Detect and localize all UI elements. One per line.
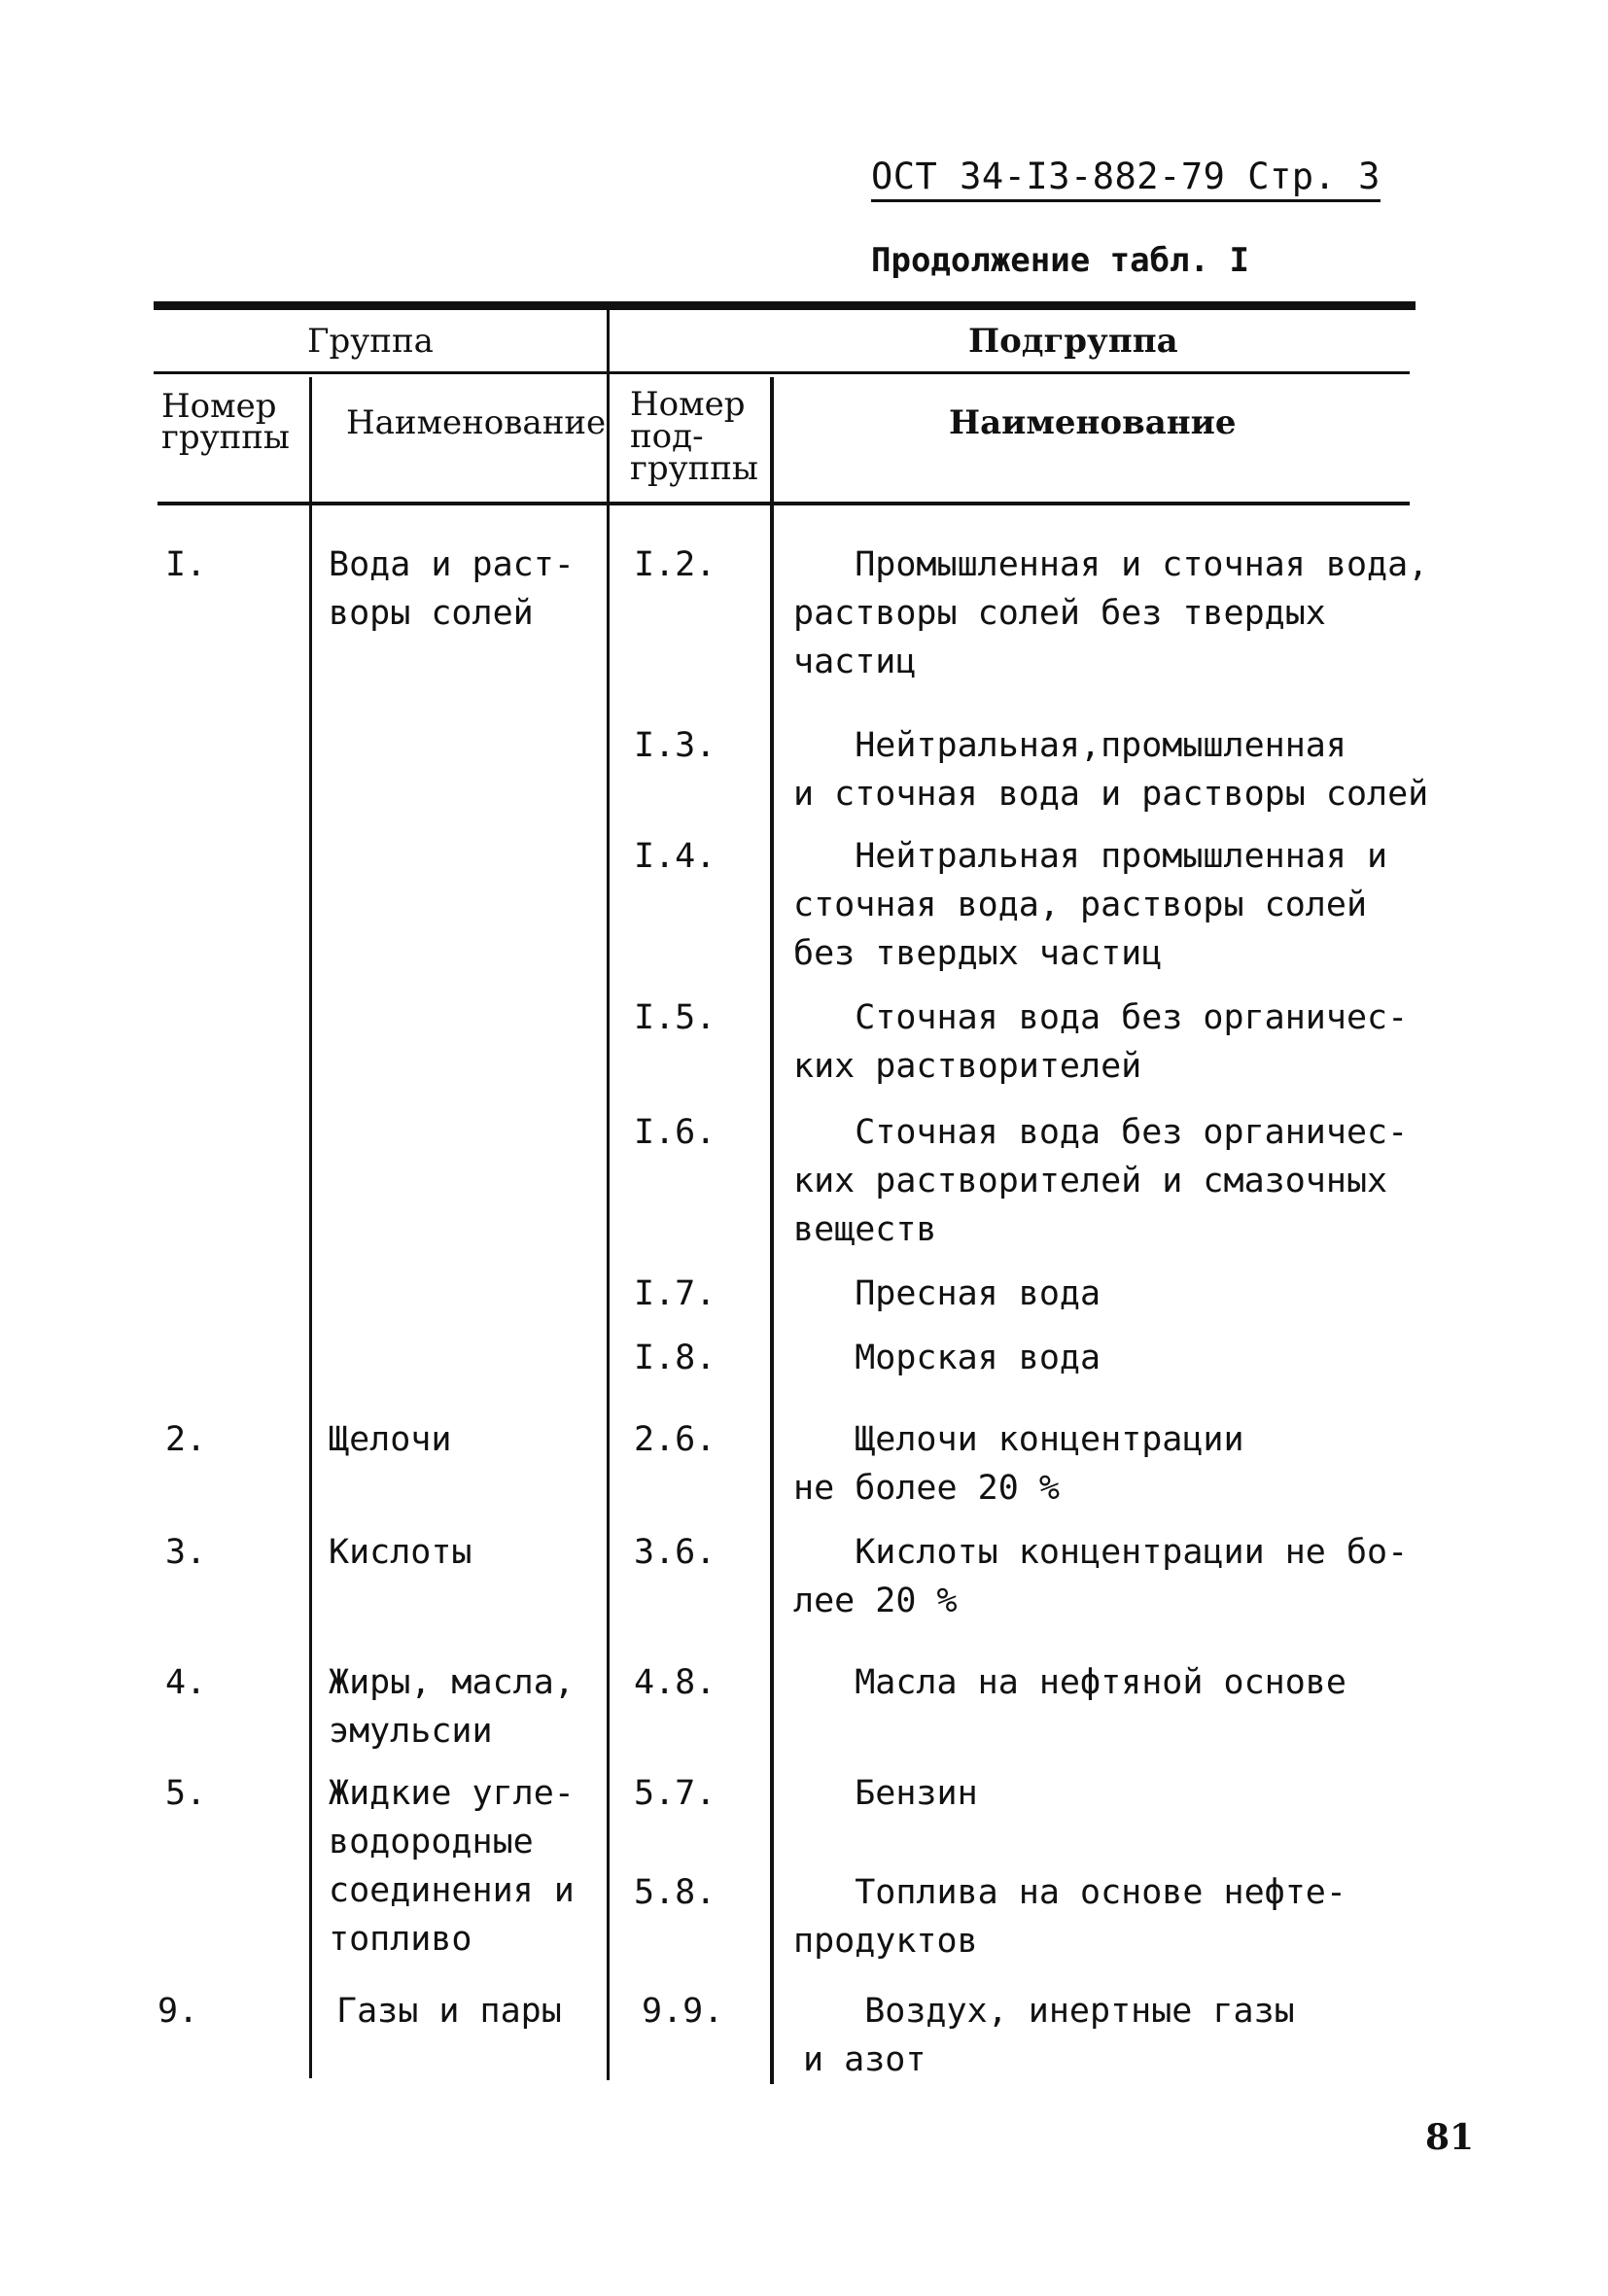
subgroup-name: Бензин [793,1774,978,1813]
subgroup-number: 3.6. [634,1533,717,1572]
subgroup-name: Промышленная и сточная вода, растворы солей без твердых частиц [793,545,1429,681]
group-name: Жидкие угле- водородные соединения и топливо [329,1774,575,1959]
subgroup-number: I.5. [634,998,717,1037]
column-line-3 [770,377,774,2084]
group-name: Вода и раст- воры солей [329,545,575,633]
subgroup-name: Воздух, инертные газы и азот [803,1992,1295,2079]
subgroup-number: I.3. [634,726,717,765]
subgroup-name: Сточная вода без органичес- ких растворителей и смазочных веществ [793,1113,1409,1249]
subgroup-number: I.6. [634,1113,717,1152]
group-number: 5. [165,1774,207,1813]
subgroup-number: I.2. [634,545,717,584]
table-top-rule [154,301,1416,310]
table-continuation-label: Продолжение табл. I [871,241,1249,280]
subgroup-name: Нейтральная,промышленная и сточная вода и растворы солей [793,726,1429,814]
group-number: I. [165,545,207,584]
col-subgroup-name: Наименование [949,403,1237,442]
column-line-2 [607,309,610,2080]
subgroup-number: 4.8. [634,1663,717,1702]
subgroup-name: Топлива на основе нефте- продуктов [793,1873,1346,1961]
subgroup-number: 9.9. [642,1992,724,2031]
header-bottom-rule [157,502,1410,505]
subgroup-name: Пресная вода [793,1274,1101,1313]
document-reference [871,156,1381,197]
document-reference-text: ОСТ 34-I3-882-79 Стр. 3 [871,156,1381,202]
subgroup-number: 5.7. [634,1774,717,1813]
column-line-1 [309,377,312,2078]
subgroup-number: 5.8. [634,1873,717,1912]
subgroup-header: Подгруппа [968,322,1178,361]
group-header: Группа [307,322,434,361]
subgroup-number: 2.6. [634,1420,717,1459]
group-number: 4. [165,1663,207,1702]
subgroup-name: Нейтральная промышленная и сточная вода, растворы солей без твердых частиц [793,837,1388,973]
group-name: Газы и пары [336,1992,562,2031]
group-number: 9. [157,1992,199,2031]
group-name: Жиры, масла, эмульсии [329,1663,575,1751]
col-subgroup-number: Номер под- группы [630,385,758,488]
subgroup-number: I.7. [634,1274,717,1313]
col-group-name: Наименование [346,403,607,442]
group-number: 3. [165,1533,207,1572]
col-group-number: Номер группы [161,387,290,457]
group-name: Щелочи [329,1420,452,1459]
subgroup-number: I.8. [634,1339,717,1377]
page-number: 81 [1425,2117,1475,2158]
subgroup-name: Щелочи концентрации не более 20 % [793,1420,1244,1508]
subgroup-name: Сточная вода без органичес- ких растворителей [793,998,1409,1086]
group-number: 2. [165,1420,207,1459]
group-name: Кислоты [329,1533,472,1572]
subgroup-name: Масла на нефтяной основе [793,1663,1346,1702]
header-divider-rule [154,371,1410,374]
subgroup-name: Морская вода [793,1339,1101,1377]
subgroup-number: I.4. [634,837,717,876]
subgroup-name: Кислоты концентрации не бо- лее 20 % [793,1533,1409,1620]
